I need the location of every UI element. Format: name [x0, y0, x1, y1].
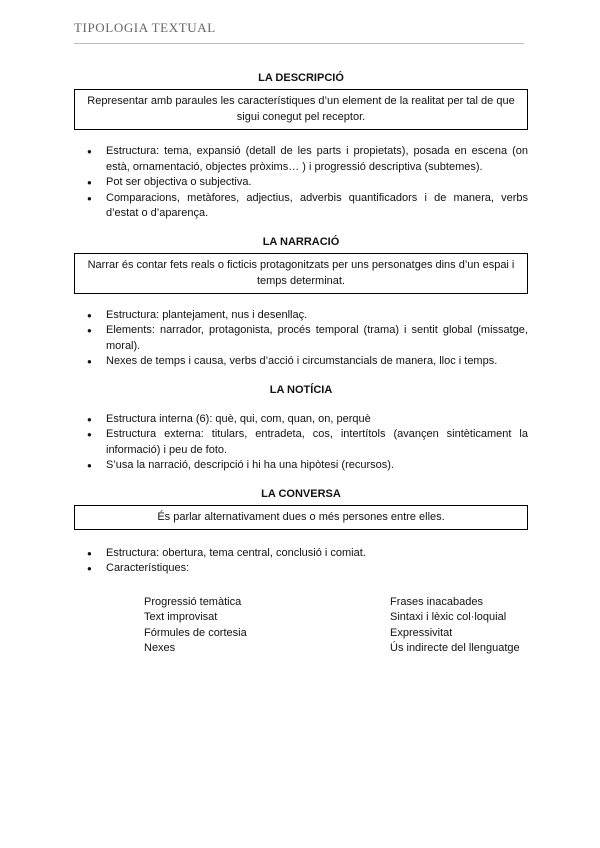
list-item: ● Elements: narrador, protagonista, procés temporal (trama) i sentit global (missatge, moral).	[74, 323, 528, 354]
bullet-list	[74, 412, 528, 474]
feature-item: Text improvisat	[144, 611, 218, 623]
bullet-list	[74, 546, 528, 577]
feature-item: Frases inacabades	[390, 595, 483, 608]
list-item: ● Estructura: tema, expansió (detall de les parts i propietats), posada en escena (on està, ornamentació, objectes pròxims… ) i progressió descriptiva (subtemes).	[74, 144, 528, 175]
document-body	[74, 70, 528, 657]
feature-item: Ús indirecte del llenguatge	[390, 642, 520, 654]
header-divider	[74, 43, 524, 44]
features-columns	[74, 595, 528, 657]
section-narracio	[74, 234, 528, 370]
section-title: LA DESCRIPCIÓ	[258, 72, 344, 84]
section-noticia	[74, 382, 528, 474]
list-item: ● Característiques:	[74, 561, 528, 577]
list-item: ● Nexes de temps i causa, verbs d’acció i circumstancials de manera, lloc i temps.	[74, 354, 528, 370]
list-item: ● Estructura externa: titulars, entradeta, cos, intertítols (avançen sintèticament la informació) i peu de foto.	[74, 427, 528, 458]
document-header: TIPOLOGIA TEXTUAL	[74, 20, 216, 35]
list-item: ● Estructura: plantejament, nus i desenllaç.	[74, 308, 528, 324]
definition-box: Representar amb paraules les característiques d’un element de la realitat per tal de que sigui conegut pel receptor.	[74, 89, 528, 130]
section-descripcio	[74, 70, 528, 222]
features-right-column	[390, 595, 520, 657]
list-item: ● Comparacions, metàfores, adjectius, adverbis quantificadors i de manera, verbs d’estat o d’aparença.	[74, 191, 528, 222]
section-conversa	[74, 486, 528, 657]
list-item: ● Estructura interna (6): què, qui, com, quan, on, perquè	[74, 412, 528, 428]
feature-item: Expressivitat	[390, 626, 453, 639]
section-title: LA NOTÍCIA	[269, 383, 333, 396]
list-item: ● S’usa la narració, descripció i hi ha una hipòtesi (recursos).	[74, 458, 528, 474]
definition-box: Narrar és contar fets reals o ficticis protagonitzats per uns personatges dins d’un espai i temps determinat.	[74, 253, 528, 294]
list-item: ● Pot ser objectiva o subjectiva.	[74, 175, 528, 191]
feature-item: Progressió temàtica	[144, 595, 242, 608]
bullet-list	[74, 144, 528, 222]
bullet-list	[74, 308, 528, 370]
definition-box: És parlar alternativament dues o més persones entre elles.	[74, 505, 528, 530]
section-title: LA CONVERSA	[261, 487, 341, 500]
list-item: ● Estructura: obertura, tema central, conclusió i comiat.	[74, 546, 528, 562]
features-left-column	[144, 595, 390, 657]
feature-item: Sintaxi i lèxic col·loquial	[390, 611, 507, 623]
section-title: LA NARRACIÓ	[262, 235, 340, 248]
feature-item: Fórmules de cortesia	[144, 626, 247, 639]
feature-item: Nexes	[144, 642, 176, 654]
